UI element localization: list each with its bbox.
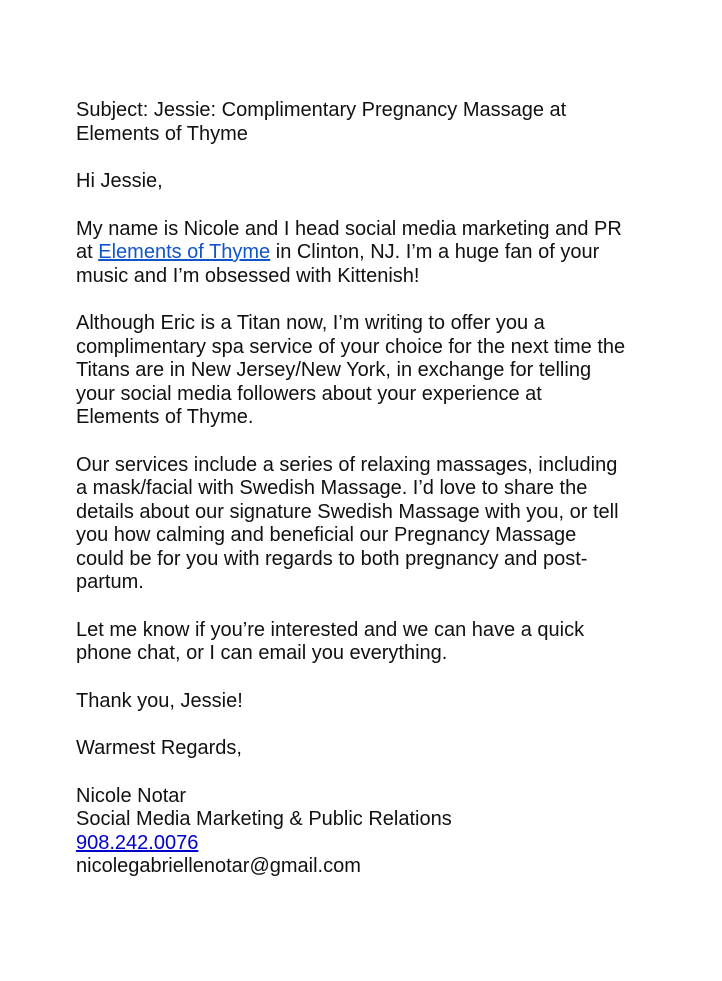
services-line-5: could be for you with regards to both pregnancy and post- — [76, 547, 588, 570]
phone-link[interactable]: 908.242.0076 — [76, 831, 199, 854]
services-line-2: a mask/facial with Swedish Massage. I’d love to share the — [76, 477, 588, 499]
signature-phone-line — [76, 832, 696, 856]
greeting — [76, 170, 696, 194]
signature-block — [76, 785, 696, 879]
intro-line-1: My name is Nicole and I head social media marketing and PR — [76, 217, 622, 240]
offer-line-4: your social media followers about your experience at — [76, 382, 542, 405]
contact-line-1: Let me know if you’re interested and we can have a quick — [76, 618, 585, 641]
contact-paragraph — [76, 619, 696, 666]
signature-email: nicolegabriellenotar@gmail.com — [76, 855, 361, 877]
intro-line-2-prefix: at — [76, 241, 99, 263]
subject-line-1: Subject: Jessie: Complimentary Pregnancy Massage at — [76, 99, 567, 121]
services-line-3: details about our signature Swedish Massage with you, or tell — [76, 500, 619, 523]
offer-line-3: Titans are in New Jersey/New York, in exchange for telling — [76, 359, 592, 381]
intro-line-2-suffix: in Clinton, NJ. I’m a huge fan of your — [270, 241, 600, 263]
closing-text: Warmest Regards, — [76, 737, 242, 759]
intro-line-2 — [76, 241, 696, 265]
subject-line-2: Elements of Thyme — [76, 122, 248, 145]
signature-name: Nicole Notar — [76, 784, 187, 807]
intro-line-3: music and I’m obsessed with Kittenish! — [76, 264, 420, 287]
contact-line-2: phone chat, or I can email you everything. — [76, 642, 448, 664]
greeting-text: Hi Jessie, — [76, 170, 163, 192]
thanks-line — [76, 690, 696, 714]
offer-line-5: Elements of Thyme. — [76, 406, 254, 428]
closing-line — [76, 737, 696, 761]
offer-paragraph — [76, 312, 696, 430]
thanks-text: Thank you, Jessie! — [76, 689, 243, 712]
offer-line-1: Although Eric is a Titan now, I’m writing to offer you a — [76, 312, 545, 334]
email-subject — [76, 99, 696, 146]
signature-title: Social Media Marketing & Public Relations — [76, 808, 452, 830]
services-line-4: you how calming and beneficial our Pregnancy Massage — [76, 524, 577, 546]
services-line-1: Our services include a series of relaxing massages, including — [76, 453, 618, 476]
services-paragraph — [76, 454, 696, 595]
services-line-6: partum. — [76, 571, 144, 593]
email-document — [76, 99, 696, 879]
elements-of-thyme-link[interactable]: Elements of Thyme — [98, 241, 271, 263]
intro-paragraph — [76, 218, 696, 289]
offer-line-2: complimentary spa service of your choice for the next time the — [76, 335, 626, 358]
